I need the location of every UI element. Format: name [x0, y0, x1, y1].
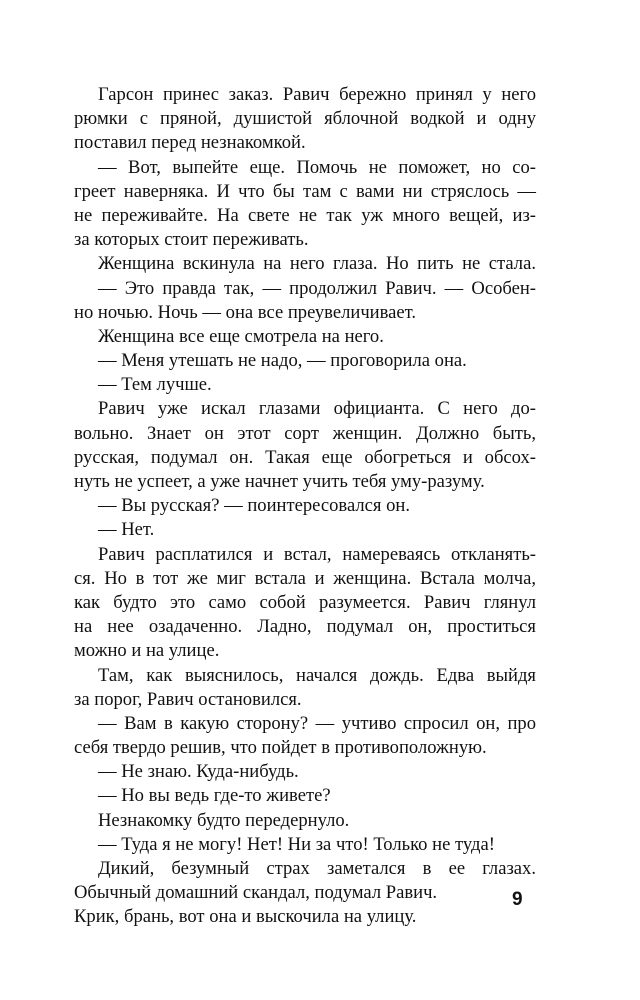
text-line: — Нет. [98, 519, 155, 541]
text-line: себя твердо решив, что пойдет в противоположную. [74, 737, 487, 759]
text-line: не переживайте. На свете не так уж много вещей, из- [74, 204, 536, 226]
text-line: — Это правда так, — продолжил Равич. — Особен- [98, 277, 536, 299]
text-line: — Меня утешать не надо, — проговорила она. [98, 350, 467, 372]
text-line: но ночью. Ночь — она все преувеличивает. [74, 301, 417, 323]
text-line: на нее озадаченно. Ладно, подумал он, проститься [74, 616, 536, 638]
text-line: русская, подумал он. Такая еще обогреться и обсох- [74, 446, 536, 468]
text-line: Равич расплатился и встал, намереваясь откланять- [98, 543, 536, 565]
text-line: — Не знаю. Куда-нибудь. [98, 761, 299, 783]
text-line: Гарсон принес заказ. Равич бережно принял у него [98, 84, 536, 105]
text-line: греет наверняка. И что бы там с вами ни стряслось — [74, 180, 536, 202]
text-line: рюмки с пряной, душистой яблочной водкой и одну [74, 108, 536, 130]
body-text [74, 83, 536, 930]
text-line: Незнакомку будто передернуло. [98, 809, 350, 831]
text-line: за порог, Равич остановился. [74, 688, 302, 710]
text-line: Женщина вскинула на него глаза. Но пить не стала. [98, 253, 536, 275]
text-line: ся. Но в тот же миг встала и женщина. Встала молча, [74, 567, 536, 589]
text-line: как будто это само собой разумеется. Равич глянул [74, 591, 536, 613]
text-line: Крик, брань, вот она и выскочила на улицу. [74, 906, 417, 928]
text-line: Там, как выяснилось, начался дождь. Едва выйдя [98, 664, 536, 686]
text-line: можно и на улице. [74, 640, 220, 662]
text-line: — Но вы ведь где-то живете? [98, 785, 331, 807]
text-line: — Вам в какую сторону? — учтиво спросил он, про [98, 712, 536, 734]
text-line: нуть не успеет, а уже начнет учить тебя уму-разуму. [74, 471, 485, 492]
text-line: — Туда я не могу! Нет! Ни за что! Только не туда! [98, 833, 495, 855]
text-line: Дикий, безумный страх заметался в ее глазах. [98, 858, 536, 879]
text-line: Равич уже искал глазами официанта. С него до- [98, 398, 536, 420]
text-line: Женщина все еще смотрела на него. [98, 325, 384, 347]
page-number: 9 [512, 889, 523, 910]
text-line: — Вы русская? — поинтересовался он. [98, 495, 411, 517]
text-line: поставил перед незнакомкой. [74, 132, 306, 154]
text-line: Обычный домашний скандал, подумал Равич. [74, 882, 438, 904]
text-line: за которых стоит переживать. [74, 229, 309, 251]
text-line: вольно. Знает он этот сорт женщин. Должно быть, [74, 422, 536, 444]
text-line: — Тем лучше. [98, 374, 212, 396]
text-line: — Вот, выпейте еще. Помочь не поможет, но со- [98, 156, 536, 178]
